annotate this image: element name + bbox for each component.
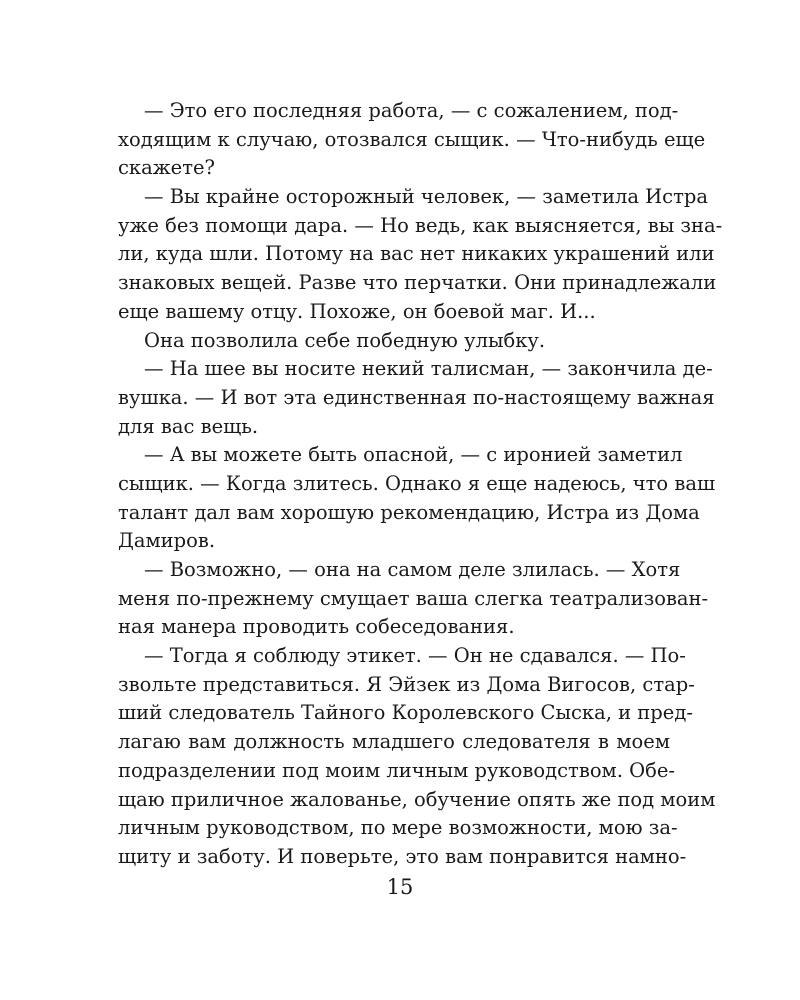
text-line: — Вы крайне осторожный человек, — заметила Истра xyxy=(144,185,708,209)
page-body-text xyxy=(118,97,723,872)
text-line: — А вы можете быть опасной, — с иронией заметил xyxy=(144,443,683,467)
text-line: щиту и заботу. И поверьте, это вам понравится намно- xyxy=(118,844,687,868)
text-line: ший следователь Тайного Королевского Сыска, и пред- xyxy=(118,701,693,725)
text-line: ходящим к случаю, отозвался сыщик. — Что-нибудь еще xyxy=(118,127,706,151)
text-line: — Тогда я соблюду этикет. — Он не сдавался. — По- xyxy=(144,644,686,668)
text-line: Она позволила себе победную улыбку. xyxy=(144,328,546,352)
text-line: меня по-прежнему смущает ваша слегка театрализован- xyxy=(118,586,709,610)
text-line: Дамиров. xyxy=(118,529,216,553)
text-line: лагаю вам должность младшего следователя в моем xyxy=(118,730,670,754)
text-line: талант дал вам хорошую рекомендацию, Истра из Дома xyxy=(118,500,700,524)
text-line: личным руководством, по мере возможности, мою за- xyxy=(118,816,678,840)
text-line: знаковых вещей. Разве что перчатки. Они принадлежали xyxy=(118,271,717,295)
text-line: ли, куда шли. Потому на вас нет никаких украшений или xyxy=(118,242,715,266)
text-line: щаю приличное жалованье, обучение опять же под моим xyxy=(118,787,716,811)
text-line: — Это его последняя работа, — с сожалением, под- xyxy=(144,99,679,122)
text-line: вушка. — И вот эта единственная по-настоящему важная xyxy=(118,385,715,409)
text-line: уже без помощи дара. — Но ведь, как выясняется, вы зна- xyxy=(118,213,723,237)
text-line: для вас вещь. xyxy=(118,414,259,438)
page-number: 15 xyxy=(386,875,414,899)
text-line: ная манера проводить собеседования. xyxy=(118,615,515,639)
text-line: звольте представиться. Я Эйзек из Дома Вигосов, стар- xyxy=(118,672,695,696)
text-line: — Возможно, — она на самом деле злилась. — Хотя xyxy=(144,558,681,581)
text-line: сыщик. — Когда злитесь. Однако я еще надеюсь, что ваш xyxy=(118,471,716,495)
text-line: подразделении под моим личным руководством. Обе- xyxy=(118,758,675,782)
text-line: — На шее вы носите некий талисман, — закончила де- xyxy=(144,357,713,381)
text-line: еще вашему отцу. Похоже, он боевой маг. И... xyxy=(118,299,596,323)
text-line: скажете? xyxy=(118,156,215,180)
